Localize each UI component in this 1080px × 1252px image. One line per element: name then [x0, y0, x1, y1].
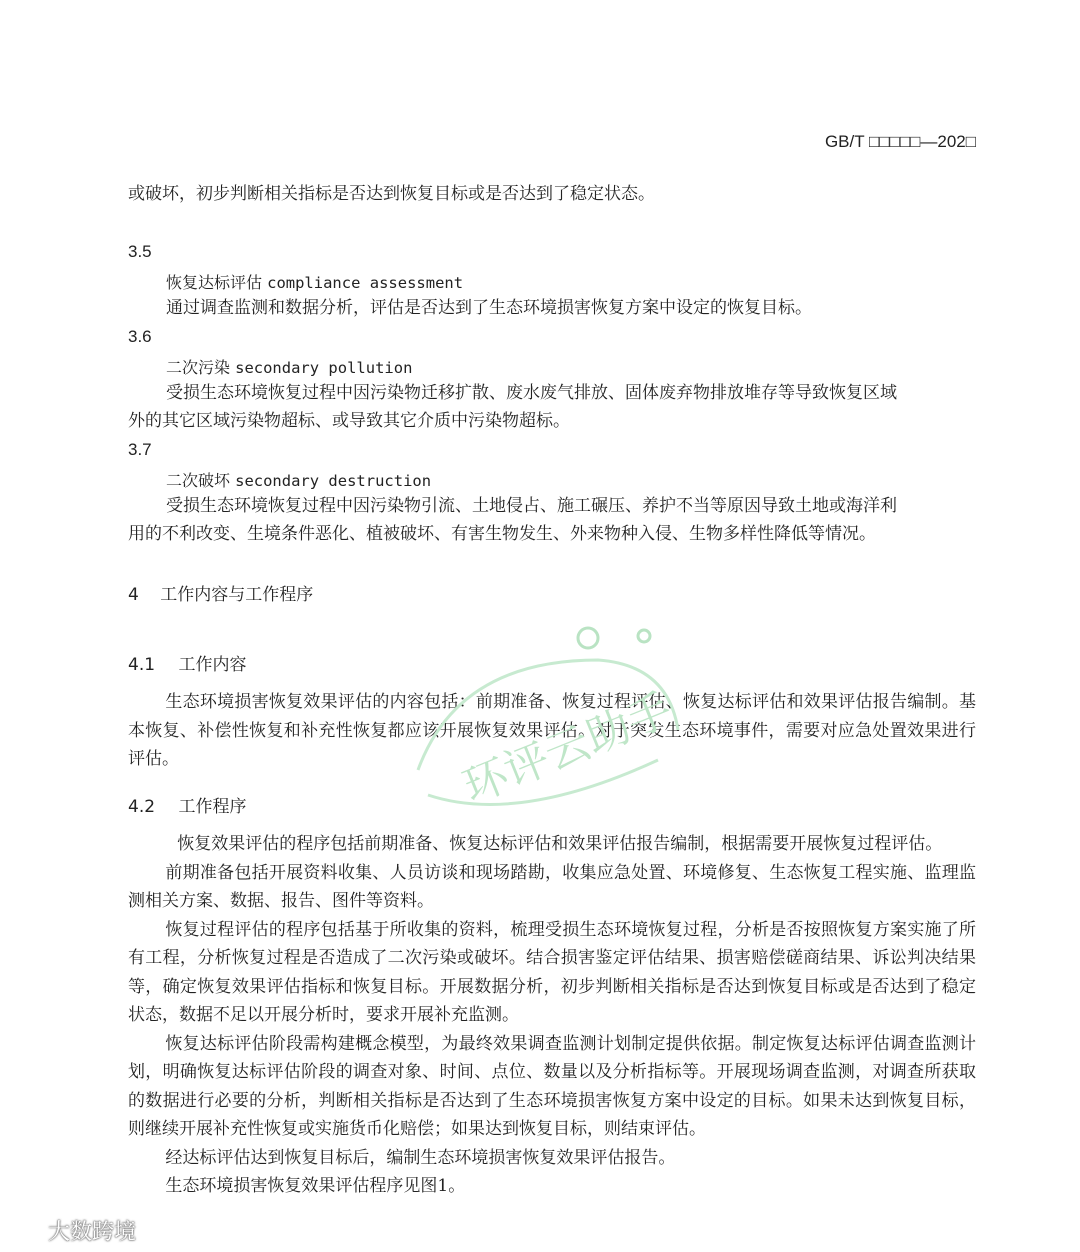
term-3-6-definition-line-2: 外的其它区域污染物超标、或导致其它介质中污染物超标。	[128, 411, 570, 431]
wechat-logo-icon	[8, 1218, 42, 1244]
paragraph: 生态环境损害恢复效果评估程序见图1。	[165, 1176, 466, 1196]
term-3-6-number: 3.6	[128, 327, 152, 346]
logo-watermark	[8, 1215, 136, 1246]
watermark-text: 大数跨境	[48, 1220, 137, 1245]
paragraph: 恢复达标评估阶段需构建概念模型，为最终效果调查监测计划制定提供依据。制定恢复达标评估调查监测计划，明确恢复达标评估阶段的调查对象、时间、点位、数量以及分析指标等。开展现场调查监测，对调查所获取的数据进行必要的分析，判断相关指标是否达到了生态环境损害恢复方案中设定的目标。如果未达到恢复目标，则继续开展补充性恢复或实施货币化赔偿；如果达到恢复目标，则结束评估。	[128, 1033, 976, 1139]
term-3-5-number: 3.5	[128, 242, 152, 261]
intro-line: 或破坏，初步判断相关指标是否达到恢复目标或是否达到了稳定状态。	[128, 184, 655, 204]
section-title: 工作内容	[178, 655, 247, 675]
term-3-7-definition-line-2: 用的不利改变、生境条件恶化、植被破坏、有害生物发生、外来物种入侵、生物多样性降低等情况。	[128, 524, 876, 544]
section-title: 工作内容与工作程序	[160, 585, 314, 605]
section-number: 4.1	[128, 655, 156, 675]
paragraph: 经达标评估达到恢复目标后，编制生态环境损害恢复效果评估报告。	[165, 1147, 676, 1168]
term-en: compliance assessment	[267, 274, 464, 292]
section-4-2-heading	[128, 792, 246, 817]
paragraph: 恢复效果评估的程序包括前期准备、恢复达标评估和效果评估报告编制，根据需要开展恢复过程评估。	[177, 834, 943, 854]
term-zh: 二次污染	[166, 358, 231, 377]
term-3-6-title	[166, 355, 412, 378]
paragraph: 生态环境损害恢复效果评估的内容包括：前期准备、恢复过程评估、恢复达标评估和效果评估报告编制。基本恢复、补偿性恢复和补充性恢复都应该开展恢复效果评估。对于突发生态环境事件，需要对应急处置效果进行评估。	[128, 692, 976, 769]
term-3-7-definition-line-1: 受损生态环境恢复过程中因污染物引流、土地侵占、施工碾压、养护不当等原因导致土地或海洋利	[166, 496, 897, 516]
term-3-7-title	[166, 468, 431, 491]
term-zh: 恢复达标评估	[166, 273, 263, 292]
term-3-5-definition: 通过调查监测和数据分析，评估是否达到了生态环境损害恢复方案中设定的恢复目标。	[166, 298, 812, 318]
section-4-2-body	[128, 830, 976, 1201]
section-title: 工作程序	[178, 797, 247, 817]
paragraph: 前期准备包括开展资料收集、人员访谈和现场踏勘，收集应急处置、环境修复、生态恢复工程实施、监理监测相关方案、数据、报告、图件等资料。	[128, 862, 976, 911]
stamp-watermark	[398, 620, 688, 820]
term-en: secondary destruction	[235, 472, 432, 490]
term-3-6-definition-line-1: 受损生态环境恢复过程中因污染物迁移扩散、废水废气排放、固体废弃物排放堆存等导致恢复区域	[166, 383, 897, 403]
stamp-text: 环评云助手	[456, 683, 680, 814]
paragraph: 恢复过程评估的程序包括基于所收集的资料，梳理受损生态环境恢复过程，分析是否按照恢复方案实施了所有工程，分析恢复过程是否造成了二次污染或破坏。结合损害鉴定评估结果、损害赔偿磋商结果、诉讼判决结果等，确定恢复效果评估指标和恢复目标。开展数据分析，初步判断相关指标是否达到恢复目标或是否达到了稳定状态，数据不足以开展分析时，要求开展补充监测。	[128, 919, 976, 1025]
term-en: secondary pollution	[235, 359, 413, 377]
standard-code-header: GB/T □□□□□—202□	[824, 132, 976, 151]
section-4-heading	[128, 580, 313, 605]
section-4-1-heading	[128, 650, 246, 675]
section-number: 4	[128, 585, 139, 605]
term-3-7-number: 3.7	[128, 440, 152, 459]
section-number: 4.2	[128, 797, 156, 817]
term-zh: 二次破坏	[166, 471, 231, 490]
term-3-5-title	[166, 270, 463, 293]
